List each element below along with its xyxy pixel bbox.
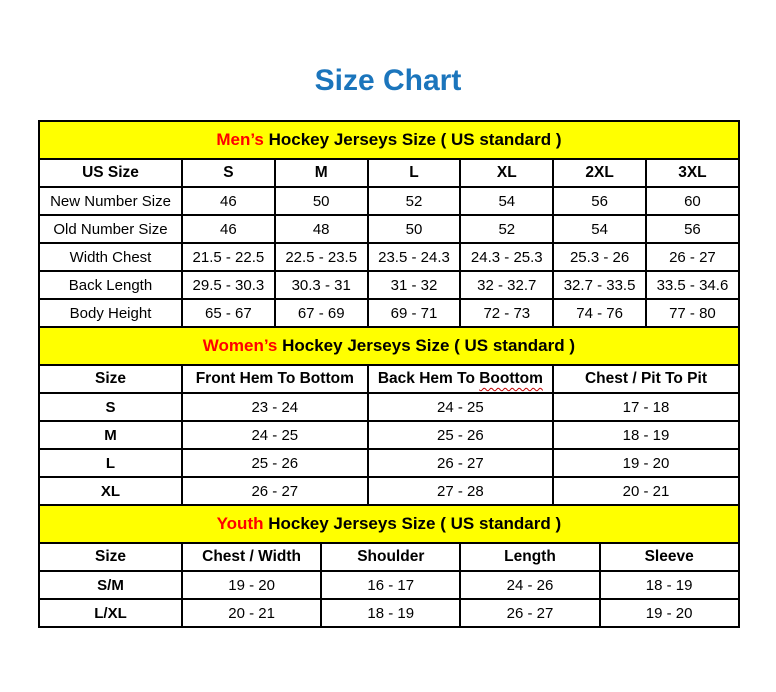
size-value-cell: 56: [646, 215, 739, 243]
size-value-cell: 46: [182, 215, 275, 243]
mens-banner: [39, 121, 739, 159]
size-value-cell: 24.3 - 25.3: [460, 243, 553, 271]
size-value-cell: 52: [460, 215, 553, 243]
table-row: [39, 299, 739, 327]
column-header-size: Size: [39, 543, 182, 571]
row-label: S: [39, 393, 182, 421]
size-value-cell: 46: [182, 187, 275, 215]
youth-header-row: [39, 543, 739, 571]
womens-size-table: [38, 326, 740, 506]
size-value-cell: 54: [460, 187, 553, 215]
table-row: [39, 421, 739, 449]
size-value-cell: 26 - 27: [646, 243, 739, 271]
size-value-cell: 27 - 28: [368, 477, 554, 505]
size-value-cell: 23 - 24: [182, 393, 368, 421]
size-value-cell: 16 - 17: [321, 571, 460, 599]
column-header-m: M: [275, 159, 368, 187]
size-value-cell: 25 - 26: [368, 421, 554, 449]
size-value-cell: 26 - 27: [460, 599, 599, 627]
page-title: Size Chart: [314, 64, 462, 97]
table-row: [39, 449, 739, 477]
row-label: XL: [39, 477, 182, 505]
size-value-cell: 33.5 - 34.6: [646, 271, 739, 299]
mens-banner-text: Hockey Jerseys Size ( US standard ): [263, 130, 562, 149]
table-row: [39, 215, 739, 243]
size-value-cell: 72 - 73: [460, 299, 553, 327]
size-value-cell: 18 - 19: [600, 571, 739, 599]
size-value-cell: 30.3 - 31: [275, 271, 368, 299]
size-value-cell: 20 - 21: [182, 599, 321, 627]
youth-banner-row: [39, 505, 739, 543]
mens-size-table: [38, 120, 740, 328]
size-value-cell: 60: [646, 187, 739, 215]
column-header-2xl: 2XL: [553, 159, 646, 187]
size-value-cell: 18 - 19: [553, 421, 739, 449]
size-tables: [38, 120, 738, 628]
size-value-cell: 18 - 19: [321, 599, 460, 627]
column-header-3xl: 3XL: [646, 159, 739, 187]
table-row: [39, 477, 739, 505]
row-label: Width Chest: [39, 243, 182, 271]
size-value-cell: 17 - 18: [553, 393, 739, 421]
size-value-cell: 19 - 20: [553, 449, 739, 477]
womens-banner-text: Hockey Jerseys Size ( US standard ): [277, 336, 576, 355]
size-value-cell: 31 - 32: [368, 271, 461, 299]
size-value-cell: 21.5 - 22.5: [182, 243, 275, 271]
womens-banner-row: [39, 327, 739, 365]
table-row: [39, 571, 739, 599]
column-header-chest-width: Chest / Width: [182, 543, 321, 571]
size-value-cell: 74 - 76: [553, 299, 646, 327]
table-row: [39, 243, 739, 271]
size-value-cell: 54: [553, 215, 646, 243]
size-value-cell: 24 - 26: [460, 571, 599, 599]
column-header-front-hem: Front Hem To Bottom: [182, 365, 368, 393]
column-header-back-hem-misspelled: Boottom: [479, 370, 543, 387]
size-value-cell: 19 - 20: [600, 599, 739, 627]
womens-header-row: [39, 365, 739, 393]
size-value-cell: 69 - 71: [368, 299, 461, 327]
size-value-cell: 29.5 - 30.3: [182, 271, 275, 299]
column-header-back-hem-text: Back Hem To: [377, 370, 480, 387]
youth-size-table: [38, 504, 740, 628]
row-label: L: [39, 449, 182, 477]
mens-banner-highlight: Men’s: [216, 130, 264, 149]
row-label: New Number Size: [39, 187, 182, 215]
row-label: Back Length: [39, 271, 182, 299]
column-header-back-hem: [368, 365, 554, 393]
size-value-cell: 50: [275, 187, 368, 215]
column-header-l: L: [368, 159, 461, 187]
size-value-cell: 25.3 - 26: [553, 243, 646, 271]
size-value-cell: 24 - 25: [182, 421, 368, 449]
column-header-us-size: US Size: [39, 159, 182, 187]
womens-banner-highlight: Women’s: [202, 336, 278, 355]
mens-banner-row: [39, 121, 739, 159]
row-label: Body Height: [39, 299, 182, 327]
column-header-shoulder: Shoulder: [321, 543, 460, 571]
size-value-cell: 77 - 80: [646, 299, 739, 327]
mens-header-row: [39, 159, 739, 187]
column-header-sleeve: Sleeve: [600, 543, 739, 571]
size-value-cell: 67 - 69: [275, 299, 368, 327]
column-header-size: Size: [39, 365, 182, 393]
table-row: [39, 599, 739, 627]
youth-banner: [39, 505, 739, 543]
column-header-s: S: [182, 159, 275, 187]
column-header-length: Length: [460, 543, 599, 571]
table-row: [39, 393, 739, 421]
row-label: Old Number Size: [39, 215, 182, 243]
womens-banner: [39, 327, 739, 365]
table-row: [39, 187, 739, 215]
size-value-cell: 26 - 27: [182, 477, 368, 505]
column-header-chest-pit: Chest / Pit To Pit: [553, 365, 739, 393]
size-value-cell: 65 - 67: [182, 299, 275, 327]
size-value-cell: 32 - 32.7: [460, 271, 553, 299]
size-value-cell: 52: [368, 187, 461, 215]
size-value-cell: 26 - 27: [368, 449, 554, 477]
size-value-cell: 19 - 20: [182, 571, 321, 599]
row-label: M: [39, 421, 182, 449]
column-header-xl: XL: [460, 159, 553, 187]
size-value-cell: 32.7 - 33.5: [553, 271, 646, 299]
size-value-cell: 22.5 - 23.5: [275, 243, 368, 271]
size-value-cell: 56: [553, 187, 646, 215]
size-value-cell: 50: [368, 215, 461, 243]
size-value-cell: 20 - 21: [553, 477, 739, 505]
youth-banner-highlight: Youth: [216, 514, 264, 533]
youth-banner-text: Hockey Jerseys Size ( US standard ): [263, 514, 562, 533]
size-value-cell: 23.5 - 24.3: [368, 243, 461, 271]
table-row: [39, 271, 739, 299]
row-label: S/M: [39, 571, 182, 599]
row-label: L/XL: [39, 599, 182, 627]
size-value-cell: 24 - 25: [368, 393, 554, 421]
size-value-cell: 25 - 26: [182, 449, 368, 477]
size-value-cell: 48: [275, 215, 368, 243]
